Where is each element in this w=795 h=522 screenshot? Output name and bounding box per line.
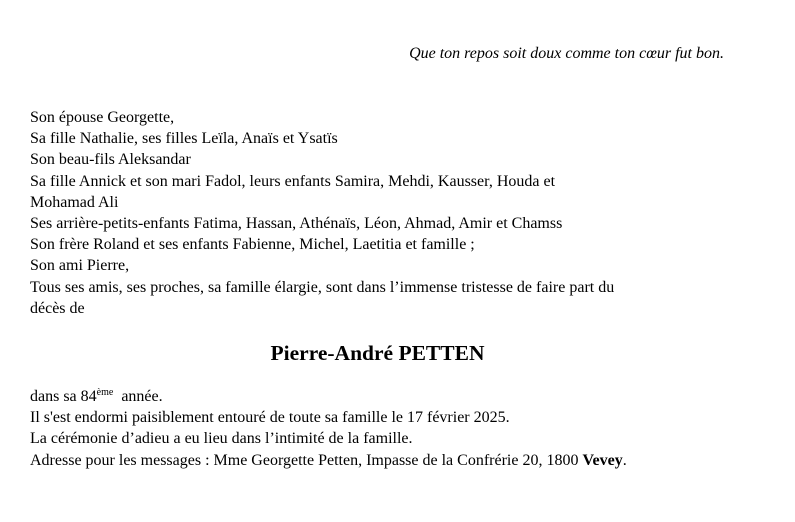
family-line: Son épouse Georgette, [30,109,175,126]
deceased-name: Pierre-André PETTEN [270,341,485,365]
age-superscript: ème [96,387,114,398]
family-line: Son beau-fils Aleksandar [30,151,191,169]
address-text: Adresse pour les messages : Mme Georgette Petten, Impasse de la Confrérie 20, 1800 [30,451,583,469]
address-end: . [622,451,627,469]
family-list [30,107,730,319]
details-block [30,386,750,471]
age-suffix: année. [113,388,163,405]
family-line: Sa fille Annick et son mari Fadol, leurs enfants Samira, Mehdi, Kausser, Houda et [30,172,556,190]
death-line: Il s'est endormi paisiblement entouré de toute sa famille le 17 février 2025. [30,409,510,427]
family-line: décès de [30,299,85,317]
family-line: Mohamad Ali [30,193,119,211]
family-line: Sa fille Nathalie, ses filles Leïla, Anaïs et Ysatïs [30,130,338,148]
age-prefix: dans sa 84 [30,388,97,405]
address-city: Vevey [582,451,623,469]
ceremony-line: La cérémonie d’adieu a eu lieu dans l’intimité de la famille. [30,430,413,448]
family-line: Ses arrière-petits-enfants Fatima, Hassan, Athénaïs, Léon, Ahmad, Amir et Chamss [30,215,563,233]
family-line: Son ami Pierre, [30,257,130,275]
address-line [30,450,750,471]
age-line [30,386,750,407]
family-line: Tous ses amis, ses proches, sa famille élargie, sont dans l’immense tristesse de faire part du [30,278,615,296]
epigraph: Que ton repos soit doux comme ton cœur fut bon. [409,45,724,62]
family-line: Son frère Roland et ses enfants Fabienne, Michel, Laetitia et famille ; [30,236,475,254]
